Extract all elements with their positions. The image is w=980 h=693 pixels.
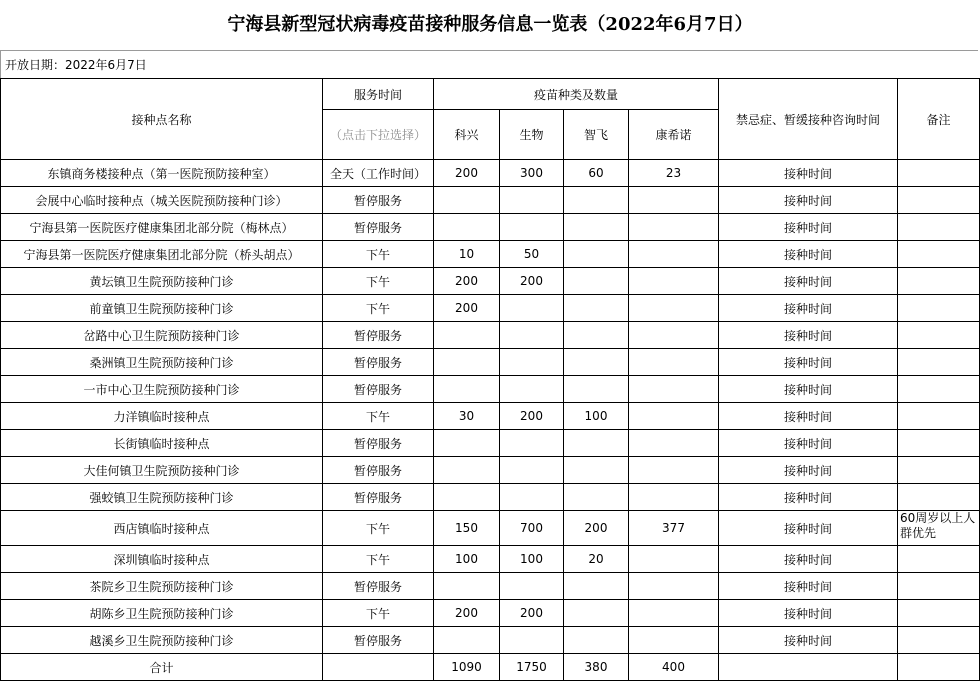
table-row bbox=[1, 403, 980, 430]
table-row bbox=[1, 268, 980, 295]
site-cell: 越溪乡卫生院预防接种门诊 bbox=[1, 627, 323, 654]
header-vaccine-kexing: 科兴 bbox=[434, 110, 500, 160]
consult-time-cell: 接种时间 bbox=[719, 627, 898, 654]
consult-time-cell: 接种时间 bbox=[719, 214, 898, 241]
vaccine-kexing-cell: 10 bbox=[434, 241, 500, 268]
total-kexing: 1090 bbox=[434, 654, 500, 681]
table-row bbox=[1, 484, 980, 511]
service-time-cell: 暂停服务 bbox=[323, 349, 434, 376]
table-row bbox=[1, 376, 980, 403]
remark-cell bbox=[898, 241, 980, 268]
vaccine-shengwu-cell: 50 bbox=[500, 241, 564, 268]
vaccine-zhifei-cell bbox=[564, 322, 629, 349]
table-row bbox=[1, 214, 980, 241]
consult-time-cell: 接种时间 bbox=[719, 546, 898, 573]
vaccine-shengwu-cell: 200 bbox=[500, 268, 564, 295]
consult-time-cell: 接种时间 bbox=[719, 187, 898, 214]
header-vaccine-shengwu: 生物 bbox=[500, 110, 564, 160]
vaccine-shengwu-cell: 200 bbox=[500, 600, 564, 627]
vaccine-shengwu-cell bbox=[500, 457, 564, 484]
consult-time-cell: 接种时间 bbox=[719, 403, 898, 430]
remark-cell bbox=[898, 295, 980, 322]
vaccine-kangxinuo-cell bbox=[629, 627, 719, 654]
remark-cell bbox=[898, 349, 980, 376]
open-date: 开放日期：2022年6月7日 bbox=[0, 50, 978, 78]
site-cell: 长街镇临时接种点 bbox=[1, 430, 323, 457]
vaccine-kangxinuo-cell bbox=[629, 573, 719, 600]
table-row bbox=[1, 627, 980, 654]
vaccine-shengwu-cell: 200 bbox=[500, 403, 564, 430]
header-row-1 bbox=[1, 79, 980, 110]
service-time-cell: 下午 bbox=[323, 268, 434, 295]
remark-cell bbox=[898, 322, 980, 349]
total-label: 合计 bbox=[1, 654, 323, 681]
vaccine-zhifei-cell bbox=[564, 214, 629, 241]
vaccine-zhifei-cell bbox=[564, 600, 629, 627]
vaccine-shengwu-cell bbox=[500, 349, 564, 376]
total-empty bbox=[719, 654, 898, 681]
site-cell: 黄坛镇卫生院预防接种门诊 bbox=[1, 268, 323, 295]
consult-time-cell: 接种时间 bbox=[719, 268, 898, 295]
site-cell: 前童镇卫生院预防接种门诊 bbox=[1, 295, 323, 322]
table-row bbox=[1, 187, 980, 214]
site-cell: 会展中心临时接种点（城关医院预防接种门诊） bbox=[1, 187, 323, 214]
consult-time-cell: 接种时间 bbox=[719, 241, 898, 268]
vaccine-kexing-cell bbox=[434, 573, 500, 600]
vaccine-zhifei-cell: 60 bbox=[564, 160, 629, 187]
table-row bbox=[1, 349, 980, 376]
table-row bbox=[1, 160, 980, 187]
vaccine-zhifei-cell: 20 bbox=[564, 546, 629, 573]
header-vaccine-group: 疫苗种类及数量 bbox=[434, 79, 719, 110]
vaccine-kexing-cell bbox=[434, 457, 500, 484]
vaccine-zhifei-cell bbox=[564, 187, 629, 214]
service-time-cell: 暂停服务 bbox=[323, 214, 434, 241]
vaccine-kexing-cell: 200 bbox=[434, 295, 500, 322]
vaccination-table bbox=[0, 78, 980, 681]
remark-cell bbox=[898, 187, 980, 214]
service-time-cell: 暂停服务 bbox=[323, 430, 434, 457]
vaccine-kexing-cell bbox=[434, 187, 500, 214]
consult-time-cell: 接种时间 bbox=[719, 376, 898, 403]
header-consult: 禁忌症、暂缓接种咨询时间 bbox=[719, 79, 898, 160]
vaccine-kangxinuo-cell bbox=[629, 295, 719, 322]
remark-cell bbox=[898, 627, 980, 654]
vaccine-shengwu-cell bbox=[500, 627, 564, 654]
vaccine-zhifei-cell bbox=[564, 573, 629, 600]
header-service-time: 服务时间 bbox=[323, 79, 434, 110]
table-row bbox=[1, 322, 980, 349]
vaccine-kangxinuo-cell: 377 bbox=[629, 511, 719, 546]
table-row bbox=[1, 295, 980, 322]
vaccine-kangxinuo-cell bbox=[629, 403, 719, 430]
remark-cell bbox=[898, 600, 980, 627]
vaccine-shengwu-cell bbox=[500, 484, 564, 511]
consult-time-cell: 接种时间 bbox=[719, 573, 898, 600]
service-time-cell: 下午 bbox=[323, 295, 434, 322]
vaccine-kangxinuo-cell: 23 bbox=[629, 160, 719, 187]
table-row bbox=[1, 546, 980, 573]
service-time-cell: 下午 bbox=[323, 403, 434, 430]
vaccine-kexing-cell bbox=[434, 349, 500, 376]
site-cell: 岔路中心卫生院预防接种门诊 bbox=[1, 322, 323, 349]
remark-cell bbox=[898, 376, 980, 403]
vaccine-kangxinuo-cell bbox=[629, 187, 719, 214]
table-row bbox=[1, 457, 980, 484]
total-kangxinuo: 400 bbox=[629, 654, 719, 681]
table-row bbox=[1, 600, 980, 627]
header-site: 接种点名称 bbox=[1, 79, 323, 160]
service-time-cell: 暂停服务 bbox=[323, 457, 434, 484]
vaccine-kexing-cell: 100 bbox=[434, 546, 500, 573]
remark-cell bbox=[898, 403, 980, 430]
service-time-cell: 下午 bbox=[323, 546, 434, 573]
vaccine-zhifei-cell bbox=[564, 376, 629, 403]
vaccine-shengwu-cell bbox=[500, 573, 564, 600]
remark-cell bbox=[898, 430, 980, 457]
site-cell: 大佳何镇卫生院预防接种门诊 bbox=[1, 457, 323, 484]
vaccine-kexing-cell: 200 bbox=[434, 600, 500, 627]
remark-cell bbox=[898, 268, 980, 295]
vaccine-zhifei-cell bbox=[564, 457, 629, 484]
vaccine-kangxinuo-cell bbox=[629, 484, 719, 511]
remark-cell bbox=[898, 457, 980, 484]
vaccine-shengwu-cell bbox=[500, 322, 564, 349]
site-cell: 深圳镇临时接种点 bbox=[1, 546, 323, 573]
service-time-cell: 暂停服务 bbox=[323, 187, 434, 214]
vaccine-zhifei-cell bbox=[564, 241, 629, 268]
site-cell: 宁海县第一医院医疗健康集团北部分院（桥头胡点） bbox=[1, 241, 323, 268]
page-title: 宁海县新型冠状病毒疫苗接种服务信息一览表（2022年6月7日） bbox=[227, 14, 753, 35]
remark-cell bbox=[898, 484, 980, 511]
vaccine-kangxinuo-cell bbox=[629, 322, 719, 349]
vaccine-kexing-cell: 150 bbox=[434, 511, 500, 546]
vaccine-kexing-cell bbox=[434, 376, 500, 403]
site-cell: 强蛟镇卫生院预防接种门诊 bbox=[1, 484, 323, 511]
service-time-cell: 暂停服务 bbox=[323, 573, 434, 600]
site-cell: 东镇商务楼接种点（第一医院预防接种室） bbox=[1, 160, 323, 187]
vaccine-shengwu-cell: 100 bbox=[500, 546, 564, 573]
service-time-cell: 下午 bbox=[323, 241, 434, 268]
vaccine-zhifei-cell: 200 bbox=[564, 511, 629, 546]
vaccine-zhifei-cell bbox=[564, 430, 629, 457]
vaccine-shengwu-cell bbox=[500, 295, 564, 322]
site-cell: 茶院乡卫生院预防接种门诊 bbox=[1, 573, 323, 600]
vaccine-kangxinuo-cell bbox=[629, 214, 719, 241]
remark-cell bbox=[898, 160, 980, 187]
vaccine-zhifei-cell bbox=[564, 349, 629, 376]
table-row bbox=[1, 241, 980, 268]
vaccine-kangxinuo-cell bbox=[629, 349, 719, 376]
header-remark: 备注 bbox=[898, 79, 980, 160]
header-vaccine-zhifei: 智飞 bbox=[564, 110, 629, 160]
consult-time-cell: 接种时间 bbox=[719, 349, 898, 376]
consult-time-cell: 接种时间 bbox=[719, 430, 898, 457]
consult-time-cell: 接种时间 bbox=[719, 511, 898, 546]
total-zhifei: 380 bbox=[564, 654, 629, 681]
vaccine-zhifei-cell bbox=[564, 295, 629, 322]
site-cell: 桑洲镇卫生院预防接种门诊 bbox=[1, 349, 323, 376]
vaccine-zhifei-cell bbox=[564, 484, 629, 511]
total-empty bbox=[898, 654, 980, 681]
header-service-time-hint: （点击下拉选择） bbox=[323, 110, 434, 160]
site-cell: 力洋镇临时接种点 bbox=[1, 403, 323, 430]
service-time-cell: 全天（工作时间） bbox=[323, 160, 434, 187]
remark-cell bbox=[898, 546, 980, 573]
vaccine-kangxinuo-cell bbox=[629, 430, 719, 457]
consult-time-cell: 接种时间 bbox=[719, 295, 898, 322]
consult-time-cell: 接种时间 bbox=[719, 322, 898, 349]
vaccine-shengwu-cell bbox=[500, 187, 564, 214]
vaccine-kangxinuo-cell bbox=[629, 546, 719, 573]
vaccine-kangxinuo-cell bbox=[629, 457, 719, 484]
vaccine-kexing-cell: 200 bbox=[434, 160, 500, 187]
vaccine-zhifei-cell bbox=[564, 627, 629, 654]
vaccine-kexing-cell: 30 bbox=[434, 403, 500, 430]
vaccine-kangxinuo-cell bbox=[629, 376, 719, 403]
vaccine-kexing-cell bbox=[434, 430, 500, 457]
site-cell: 宁海县第一医院医疗健康集团北部分院（梅林点） bbox=[1, 214, 323, 241]
vaccine-kangxinuo-cell bbox=[629, 268, 719, 295]
remark-cell bbox=[898, 214, 980, 241]
total-row bbox=[1, 654, 980, 681]
vaccine-shengwu-cell: 300 bbox=[500, 160, 564, 187]
table-row bbox=[1, 511, 980, 546]
service-time-cell: 暂停服务 bbox=[323, 627, 434, 654]
vaccine-zhifei-cell bbox=[564, 268, 629, 295]
vaccine-kexing-cell bbox=[434, 322, 500, 349]
vaccine-kexing-cell bbox=[434, 214, 500, 241]
vaccine-kexing-cell bbox=[434, 627, 500, 654]
site-cell: 西店镇临时接种点 bbox=[1, 511, 323, 546]
table-row bbox=[1, 573, 980, 600]
remark-cell bbox=[898, 573, 980, 600]
service-time-cell: 暂停服务 bbox=[323, 376, 434, 403]
vaccine-kexing-cell bbox=[434, 484, 500, 511]
vaccine-shengwu-cell bbox=[500, 376, 564, 403]
vaccine-kangxinuo-cell bbox=[629, 600, 719, 627]
header-vaccine-kangxinuo: 康希诺 bbox=[629, 110, 719, 160]
service-time-cell: 下午 bbox=[323, 511, 434, 546]
site-cell: 胡陈乡卫生院预防接种门诊 bbox=[1, 600, 323, 627]
consult-time-cell: 接种时间 bbox=[719, 600, 898, 627]
site-cell: 一市中心卫生院预防接种门诊 bbox=[1, 376, 323, 403]
service-time-cell: 暂停服务 bbox=[323, 322, 434, 349]
service-time-cell: 暂停服务 bbox=[323, 484, 434, 511]
total-shengwu: 1750 bbox=[500, 654, 564, 681]
vaccine-shengwu-cell bbox=[500, 430, 564, 457]
service-time-cell: 下午 bbox=[323, 600, 434, 627]
vaccine-shengwu-cell bbox=[500, 214, 564, 241]
table-row bbox=[1, 430, 980, 457]
vaccine-kangxinuo-cell bbox=[629, 241, 719, 268]
vaccine-shengwu-cell: 700 bbox=[500, 511, 564, 546]
vaccine-kexing-cell: 200 bbox=[434, 268, 500, 295]
consult-time-cell: 接种时间 bbox=[719, 160, 898, 187]
consult-time-cell: 接种时间 bbox=[719, 457, 898, 484]
vaccine-zhifei-cell: 100 bbox=[564, 403, 629, 430]
remark-cell: 60周岁以上人群优先 bbox=[898, 511, 980, 546]
consult-time-cell: 接种时间 bbox=[719, 484, 898, 511]
total-empty bbox=[323, 654, 434, 681]
